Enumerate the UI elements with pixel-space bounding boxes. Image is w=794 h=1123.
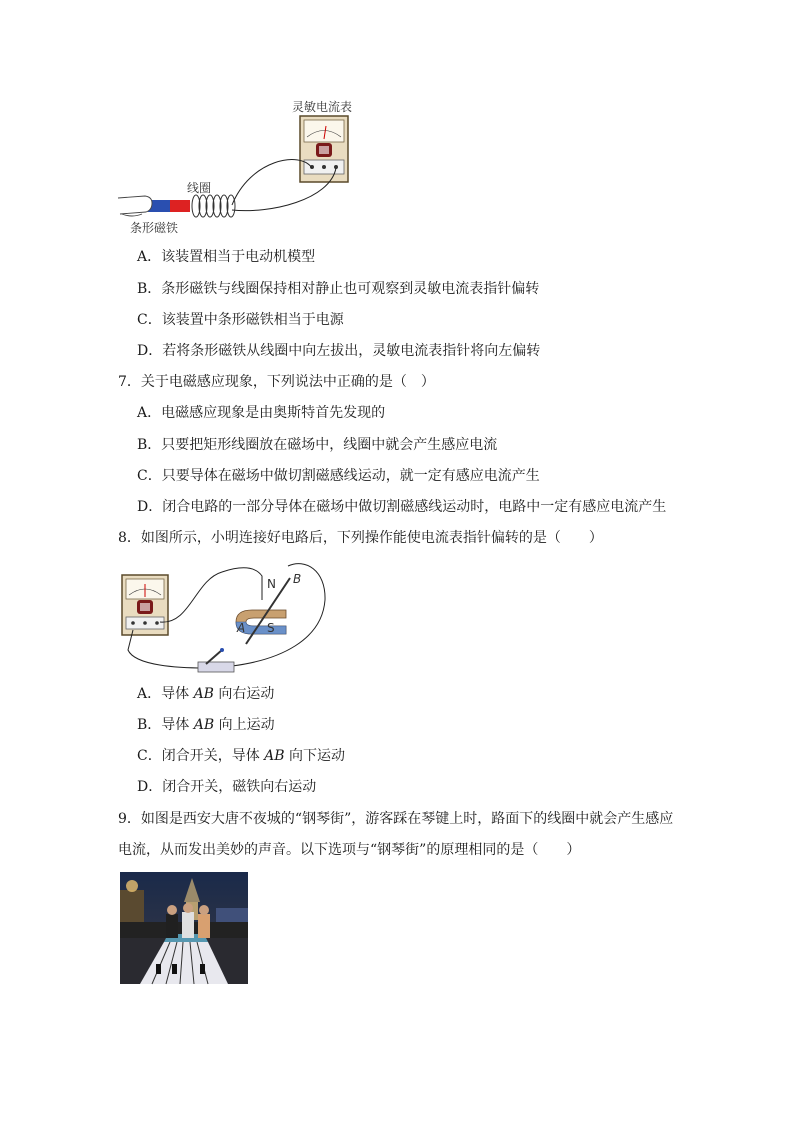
q8-stem: 8．如图所示，小明连接好电路后，下列操作能使电流表指针偏转的是（ ） [118, 530, 603, 546]
q7-stem: 7．关于电磁感应现象，下列说法中正确的是（ ） [118, 374, 435, 390]
conductor-b-label: B [293, 572, 302, 586]
q8-option-d[interactable]: D．闭合开关，磁铁向右运动 [137, 779, 317, 795]
q6-option-d[interactable]: D．若将条形磁铁从线圈中向左拔出，灵敏电流表指针将向左偏转 [137, 343, 541, 359]
magnet-label: 条形磁铁 [130, 221, 179, 235]
q8-option-a[interactable]: A．导体 AB 向右运动 [137, 686, 275, 702]
q6-option-b[interactable]: B．条形磁铁与线圈保持相对静止也可观察到灵敏电流表指针偏转 [137, 281, 540, 297]
coil-icon [192, 195, 235, 217]
q9-stem-line2: 电流，从而发出美妙的声音。以下选项与“钢琴街”的原理相同的是（ ） [118, 842, 581, 858]
piano-street-photo-drawing [120, 872, 248, 984]
q7-option-c[interactable]: C．只要导体在磁场中做切割磁感线运动，就一定有感应电流产生 [137, 468, 540, 484]
figure-2-drawing [0, 540, 794, 740]
q7-option-a[interactable]: A．电磁感应现象是由奥斯特首先发现的 [137, 405, 386, 421]
q6-option-c[interactable]: C．该装置中条形磁铁相当于电源 [137, 312, 344, 328]
galvanometer-icon [300, 116, 348, 182]
coil-label: 线圈 [187, 181, 212, 195]
switch-icon [198, 648, 234, 672]
bar-magnet-icon [148, 200, 190, 212]
q7-option-d[interactable]: D．闭合电路的一部分导体在磁场中做切割磁感线运动时，电路中一定有感应电流产生 [137, 499, 667, 515]
q6-option-a[interactable]: A．该装置相当于电动机模型 [137, 249, 316, 265]
galvanometer-icon [122, 575, 168, 635]
q9-stem-line1: 9．如图是西安大唐不夜城的“钢琴街”，游客踩在琴键上时，路面下的线圈中就会产生感应 [118, 811, 674, 827]
hand-icon [118, 196, 152, 216]
galvanometer-label: 灵敏电流表 [292, 100, 353, 114]
conductor-a-label: A [237, 621, 246, 635]
magnet-s-label: S [267, 621, 275, 635]
q8-option-b[interactable]: B．导体 AB 向上运动 [137, 717, 275, 733]
magnet-n-label: N [267, 577, 276, 591]
q8-option-c[interactable]: C．闭合开关，导体 AB 向下运动 [137, 748, 346, 764]
figure-1-drawing [0, 0, 794, 240]
q7-option-b[interactable]: B．只要把矩形线圈放在磁场中，线圈中就会产生感应电流 [137, 437, 498, 453]
